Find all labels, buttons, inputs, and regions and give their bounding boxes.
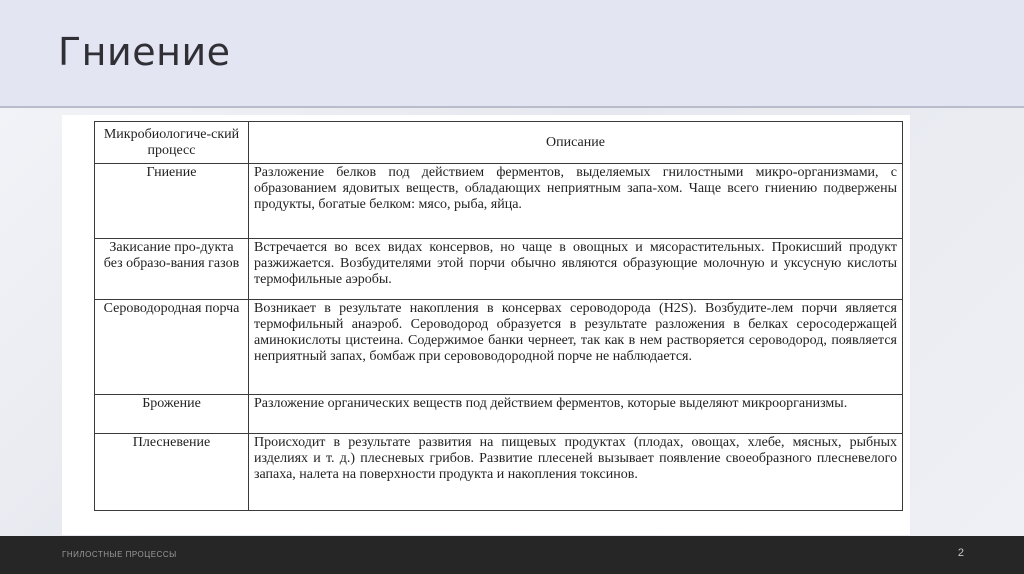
process-name: Плесневение: [95, 433, 249, 510]
footer-title: ГНИЛОСТНЫЕ ПРОЦЕССЫ: [62, 550, 177, 559]
table-row: [95, 299, 903, 394]
header-description: Описание: [249, 122, 903, 164]
process-name: Гниение: [95, 164, 249, 239]
page-number: 2: [957, 547, 964, 559]
table-row: [95, 239, 903, 300]
process-name: Брожение: [95, 395, 249, 434]
process-name: Закисание про-дукта без образо-вания газов: [95, 239, 249, 300]
process-table: [94, 121, 903, 511]
table-image-area: [62, 115, 910, 535]
table-row: [95, 164, 903, 239]
process-description: Встречается во всех видах консервов, но чаще в овощных и мясорастительных. Прокисший продукт разжижается. Возбудителями этой порчи обычно являются образующие молочную и уксусную кислоты термофильные аэробы.: [249, 239, 903, 300]
process-description: Разложение белков под действием ферментов, выделяемых гнилостными микро-организмами, с образованием ядовитых веществ, обладающих неприятным запа-хом. Чаще всего гниению подвержены продукты, богатые белком: мясо, рыба, яйца.: [249, 164, 903, 239]
table-row: [95, 433, 903, 510]
header-process: Микробиологиче-ский процесс: [95, 122, 249, 164]
footer-bar: [0, 536, 1024, 574]
table-header-row: [95, 122, 903, 164]
table-row: [95, 395, 903, 434]
title-band: [0, 0, 1024, 108]
slide-title: Гниение: [58, 30, 231, 74]
process-description: Происходит в результате развития на пищевых продуктах (плодах, овощах, хлебе, мясных, рыбных изделиях и т. д.) плесневых грибов. Развитие плесеней вызывает появление своеобразного плесневелого запаха, налета на поверхности продукта и накопления токсинов.: [249, 433, 903, 510]
process-description: Разложение органических веществ под действием ферментов, которые выделяют микроорганизмы.: [249, 395, 903, 434]
process-name: Сероводородная порча: [95, 299, 249, 394]
process-description: Возникает в результате накопления в консервах сероводорода (H2S). Возбудите-лем порчи является термофильный анаэроб. Сероводород образуется в результате разложения в белках серосодержащей аминокислоты цистеина. Содержимое банки чернеет, так как в нем растворяется сероводород, появляется неприятный запах, бомбаж при серововодородной порче не наблюдается.: [249, 299, 903, 394]
